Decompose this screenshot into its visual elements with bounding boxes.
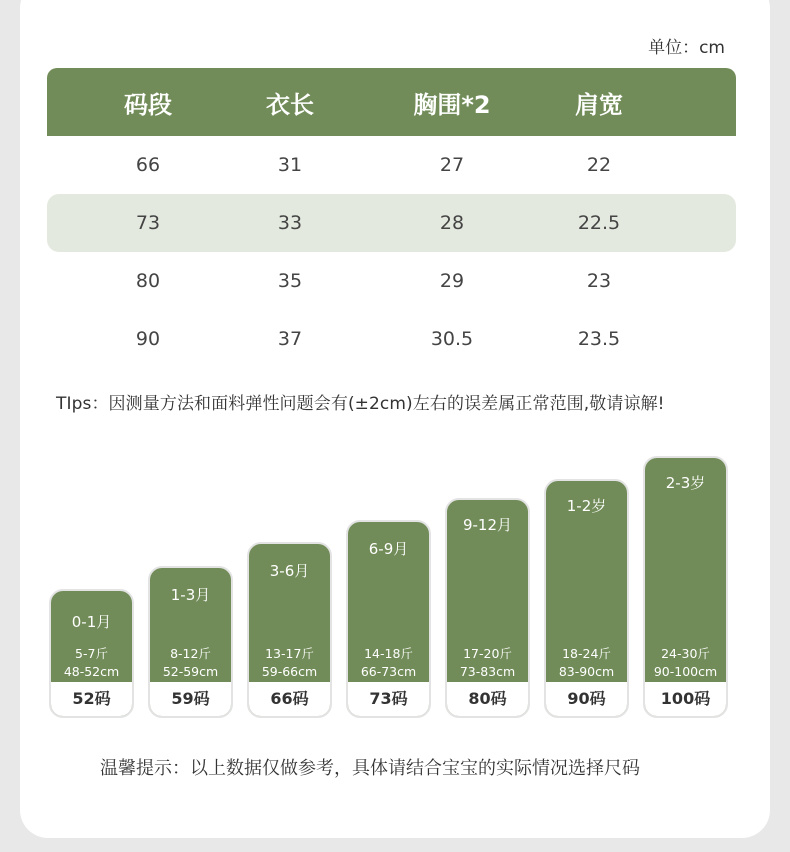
size-bar [445,498,530,718]
cell-size: 90 [135,328,161,350]
bar-age: 3-6月 [269,562,310,580]
bar-height: 73-83cm [459,664,516,679]
bar-age: 1-3月 [170,586,211,604]
size-bar [643,456,728,718]
size-bar [49,589,134,718]
header-chest: 胸围*2 [413,90,491,119]
bar-size-label: 59码 [150,682,231,716]
header-length: 衣长 [266,90,314,119]
bar-height: 52-59cm [162,664,219,679]
header-size: 码段 [124,90,172,119]
cell-chest: 30.5 [430,328,474,350]
cell-shoulder: 23 [586,270,612,292]
bar-weight: 17-20斤 [463,646,512,661]
cell-length: 31 [277,154,303,176]
bar-size-label: 66码 [249,682,330,716]
cell-shoulder: 22 [586,154,612,176]
header-shoulder: 肩宽 [575,90,623,119]
bar-age: 0-1月 [71,613,112,631]
bar-weight: 8-12斤 [170,646,211,661]
bar-age: 9-12月 [462,516,513,534]
bar-size-label: 73码 [348,682,429,716]
footer-note: 温馨提示：以上数据仅做参考，具体请结合宝宝的实际情况选择尺码 [100,758,640,779]
bar-height: 48-52cm [63,664,120,679]
bar-size-label: 80码 [447,682,528,716]
cell-size: 73 [135,212,161,234]
cell-length: 33 [277,212,303,234]
size-bar [247,542,332,718]
bar-age: 1-2岁 [566,497,607,515]
size-bar [346,520,431,718]
bar-weight: 24-30斤 [661,646,710,661]
unit-label: 单位：cm [648,38,725,58]
bar-size-label: 52码 [51,682,132,716]
bar-height: 66-73cm [360,664,417,679]
bar-size-label: 100码 [645,682,726,716]
size-bar [148,566,233,718]
bar-height: 59-66cm [261,664,318,679]
bar-age: 6-9月 [368,540,409,558]
cell-shoulder: 22.5 [577,212,621,234]
cell-length: 35 [277,270,303,292]
bar-size-label: 90码 [546,682,627,716]
bar-height: 83-90cm [558,664,615,679]
cell-size: 80 [135,270,161,292]
size-bar [544,479,629,718]
bar-weight: 13-17斤 [265,646,314,661]
bar-weight: 14-18斤 [364,646,413,661]
bar-weight: 18-24斤 [562,646,611,661]
bar-height: 90-100cm [653,664,718,679]
bar-weight: 5-7斤 [75,646,108,661]
cell-chest: 29 [439,270,465,292]
cell-size: 66 [135,154,161,176]
cell-shoulder: 23.5 [577,328,621,350]
cell-chest: 28 [439,212,465,234]
tips-text: TIps：因测量方法和面料弹性问题会有(±2cm)左右的误差属正常范围,敬请谅解! [56,394,665,414]
cell-length: 37 [277,328,303,350]
cell-chest: 27 [439,154,465,176]
bar-age: 2-3岁 [665,474,706,492]
